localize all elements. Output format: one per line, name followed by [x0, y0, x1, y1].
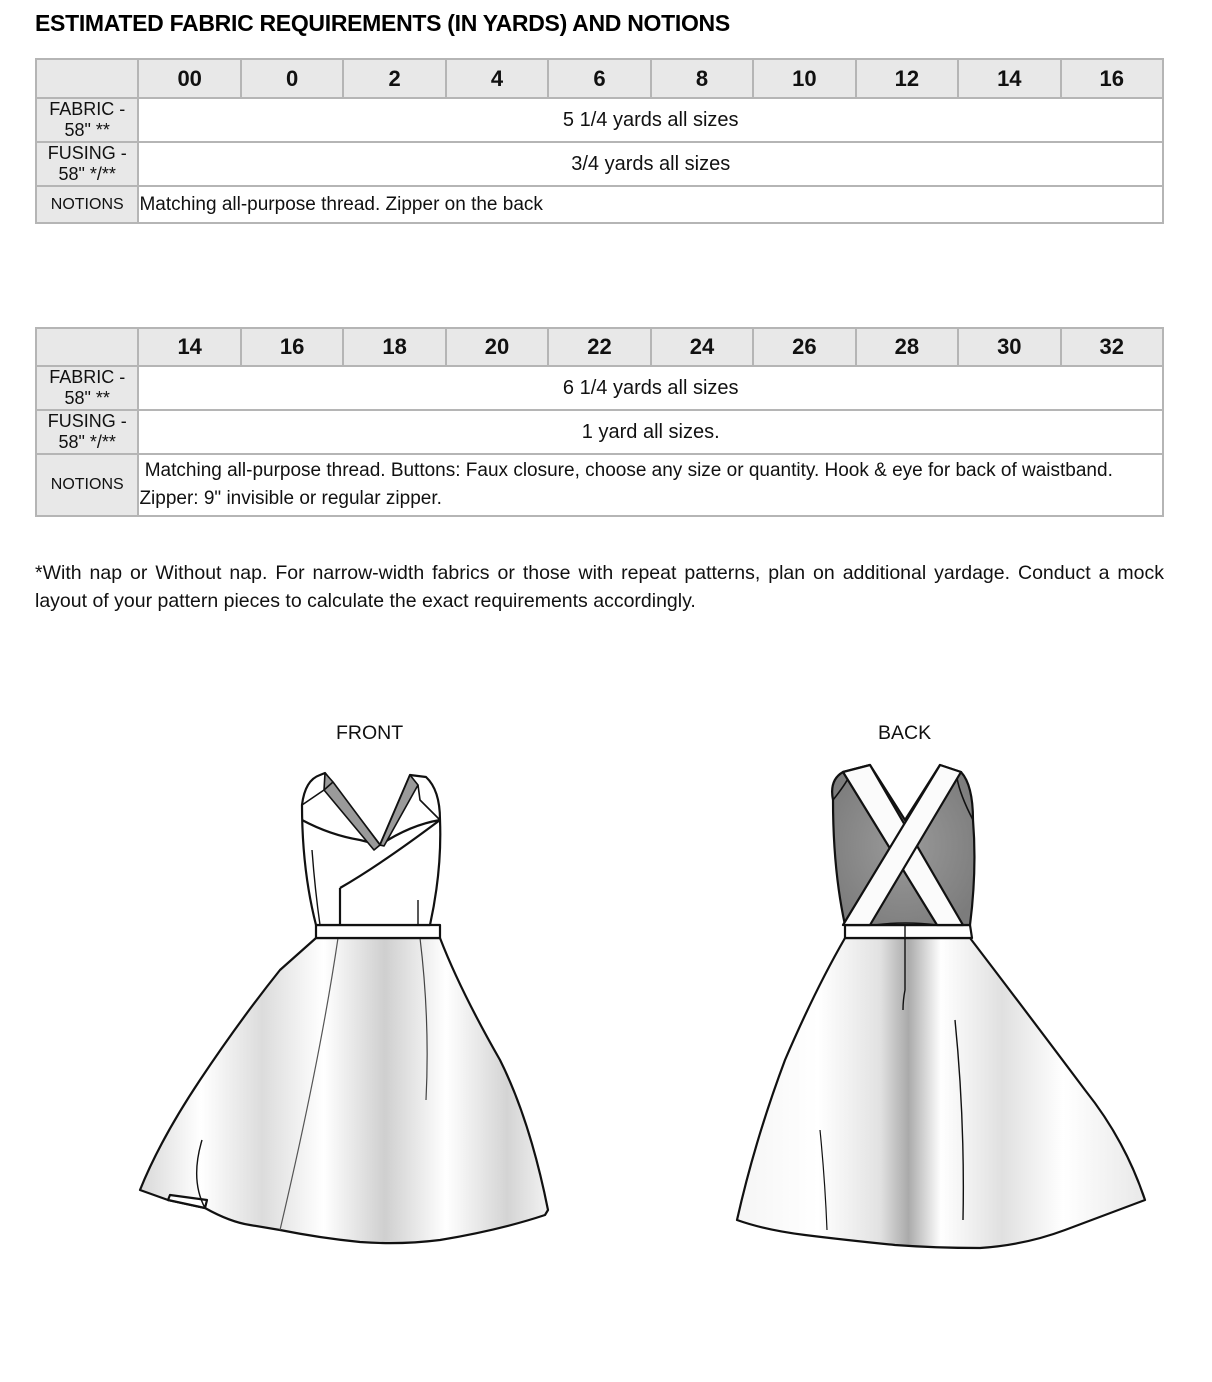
- size-header-row: [36, 59, 1163, 98]
- size-cell: 2: [343, 59, 445, 98]
- size-cell: 24: [651, 328, 753, 366]
- yardage-footnote: *With nap or Without nap. For narrow-width fabrics or those with repeat patterns, plan on additional yardage. Conduct a mock layout of your pattern pieces to calculate the exact requirements accordingly.: [35, 562, 1164, 612]
- fusing-value: 3/4 yards all sizes: [138, 142, 1163, 186]
- fusing-row: [36, 142, 1163, 186]
- size-cell: 18: [343, 328, 445, 366]
- fabric-value: 6 1/4 yards all sizes: [138, 366, 1163, 410]
- front-view-label: FRONT: [336, 722, 404, 744]
- size-cell: 8: [651, 59, 753, 98]
- size-cell: 14: [138, 328, 240, 366]
- fabric-value: 5 1/4 yards all sizes: [138, 98, 1163, 142]
- size-cell: 6: [548, 59, 650, 98]
- size-cell: 4: [446, 59, 548, 98]
- size-cell: 30: [958, 328, 1060, 366]
- size-cell: 22: [548, 328, 650, 366]
- size-cell: 00: [138, 59, 240, 98]
- page-title: ESTIMATED FABRIC REQUIREMENTS (IN YARDS) AND NOTIONS: [35, 10, 730, 36]
- size-cell: 16: [241, 328, 343, 366]
- front-dress-illustration: [130, 760, 560, 1260]
- fusing-value: 1 yard all sizes.: [138, 410, 1163, 454]
- size-cell: 12: [856, 59, 958, 98]
- fabric-row: [36, 98, 1163, 142]
- back-view-label: BACK: [878, 722, 932, 744]
- size-cell: 16: [1061, 59, 1163, 98]
- fusing-label: FUSING - 58" */**: [36, 142, 138, 186]
- fabric-table-small-sizes: [35, 58, 1164, 224]
- back-dress-illustration: [725, 760, 1155, 1260]
- fabric-row: [36, 366, 1163, 410]
- notions-value: Matching all-purpose thread. Zipper on the back: [138, 186, 1163, 223]
- size-header-row: [36, 328, 1163, 366]
- size-cell: 14: [958, 59, 1060, 98]
- size-cell: 28: [856, 328, 958, 366]
- corner-cell: [36, 328, 138, 366]
- fabric-table-plus-sizes: [35, 327, 1164, 517]
- corner-cell: [36, 59, 138, 98]
- size-cell: 32: [1061, 328, 1163, 366]
- size-cell: 26: [753, 328, 855, 366]
- fabric-label: FABRIC - 58" **: [36, 98, 138, 142]
- fabric-label: FABRIC - 58" **: [36, 366, 138, 410]
- fusing-row: [36, 410, 1163, 454]
- notions-value: Matching all-purpose thread. Buttons: Faux closure, choose any size or quantity. Hook & eye for back of waistband. Zipper: 9" invisible or regular zipper.: [138, 454, 1163, 516]
- notions-row: [36, 454, 1163, 516]
- notions-label: NOTIONS: [36, 454, 138, 516]
- fusing-label: FUSING - 58" */**: [36, 410, 138, 454]
- size-cell: 20: [446, 328, 548, 366]
- notions-label: NOTIONS: [36, 186, 138, 223]
- size-cell: 10: [753, 59, 855, 98]
- notions-row: [36, 186, 1163, 223]
- size-cell: 0: [241, 59, 343, 98]
